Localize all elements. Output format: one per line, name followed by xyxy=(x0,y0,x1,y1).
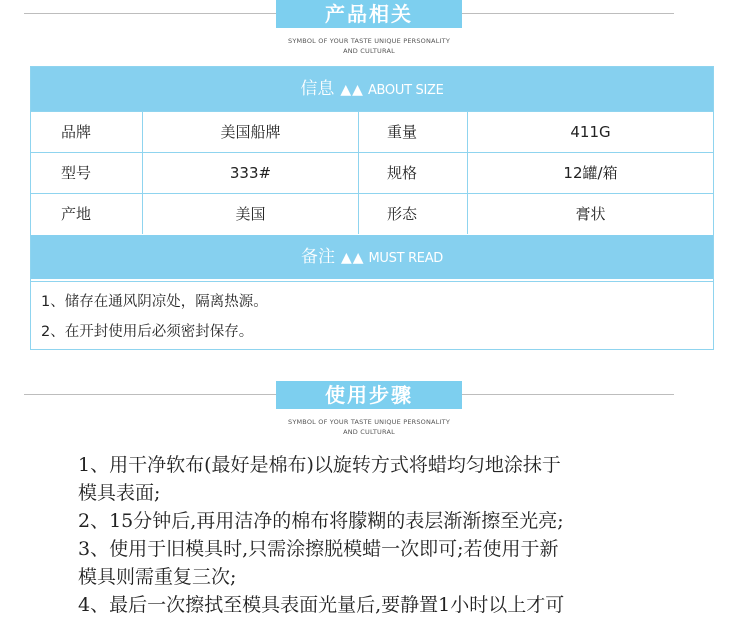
section-subtitle: SYMBOL OF YOUR TASTE UNIQUE PERSONALITY AND CULTURAL xyxy=(288,37,450,55)
usage-steps xyxy=(78,451,708,619)
divider-line xyxy=(462,394,674,395)
row-key: 规格 xyxy=(358,153,467,193)
row-key: 型号 xyxy=(61,164,92,182)
row-key: 重量 xyxy=(358,112,467,152)
row-key: 品牌 xyxy=(61,123,92,141)
note-item: 1、储存在通风阴凉处，隔离热源。 xyxy=(41,294,268,310)
step-line: 4、最后一次擦拭至模具表面光量后,要静置1小时以上才可 xyxy=(78,594,565,616)
divider-line xyxy=(24,394,276,395)
notes-header: 备注 ▲▲ MUST READ xyxy=(31,235,713,279)
row-value: 12罐/箱 xyxy=(467,153,713,193)
row-value: 411G xyxy=(467,112,713,152)
row-value: 美国 xyxy=(142,194,358,234)
info-header: 信息 ▲▲ ABOUT SIZE xyxy=(31,67,713,111)
section-title: 产品相关 xyxy=(276,0,462,28)
triangle-icon: ▲▲ xyxy=(340,250,365,266)
notes-list xyxy=(31,281,713,350)
table-row xyxy=(31,111,713,152)
divider-line xyxy=(462,13,674,14)
row-key: 产地 xyxy=(61,205,92,223)
row-value: 333# xyxy=(142,153,358,193)
step-line: 模具表面; xyxy=(78,482,161,504)
section-subtitle: SYMBOL OF YOUR TASTE UNIQUE PERSONALITY AND CULTURAL xyxy=(288,418,450,436)
table-row xyxy=(31,193,713,234)
step-line: 模具则需重复三次; xyxy=(78,566,237,588)
triangle-icon: ▲▲ xyxy=(340,82,364,98)
step-line: 1、用干净软布(最好是棉布)以旋转方式将蜡均匀地涂抹于 xyxy=(78,454,561,476)
row-key: 形态 xyxy=(358,194,467,234)
note-item: 2、在开封使用后必须密封保存。 xyxy=(41,324,254,340)
table-row xyxy=(31,152,713,193)
step-line: 2、15分钟后,再用洁净的棉布将朦糊的表层渐渐擦至光亮; xyxy=(78,510,564,532)
row-value: 膏状 xyxy=(467,194,713,234)
section-title: 使用步骤 xyxy=(276,381,462,409)
divider-line xyxy=(24,13,276,14)
product-info-table xyxy=(30,66,714,350)
step-line: 3、使用于旧模具时,只需涂擦脱模蜡一次即可;若使用于新 xyxy=(78,538,559,560)
row-value: 美国船牌 xyxy=(142,112,358,152)
